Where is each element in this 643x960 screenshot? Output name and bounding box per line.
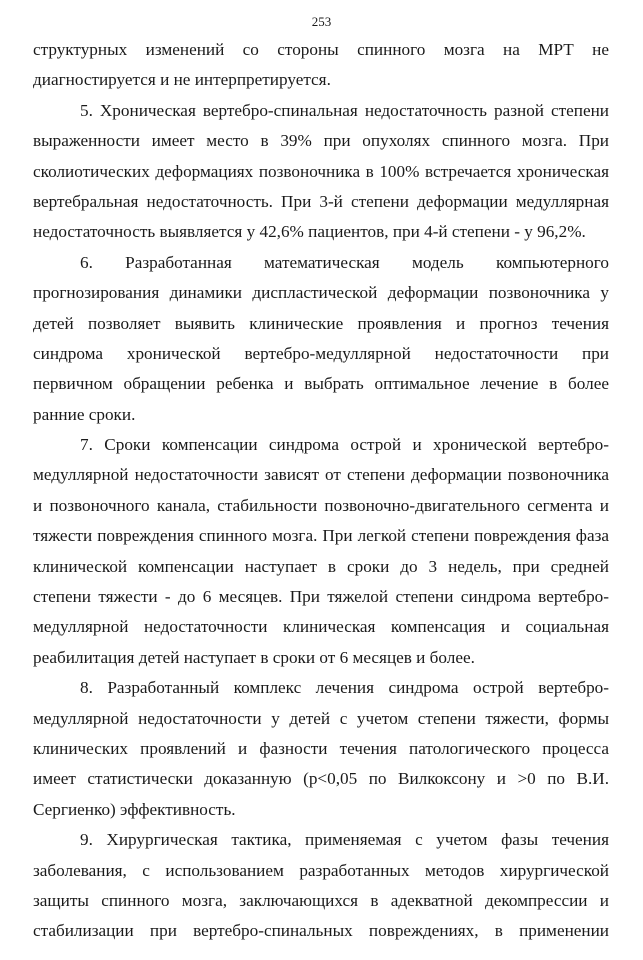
paragraph-item-6	[33, 248, 609, 430]
text-line: первичном обращении ребенка и выбрать оптимальное лечение в более	[33, 374, 609, 394]
text-line: медуллярной недостаточности зависят от степени деформации позвоночника	[33, 465, 609, 485]
text-line: 7. Сроки компенсации синдрома острой и хронической вертебро-	[80, 435, 609, 455]
document-body	[33, 35, 609, 947]
paragraph-item-8	[33, 673, 609, 825]
text-line: медуллярной недостаточности у детей с учетом степени тяжести, формы	[33, 708, 609, 728]
text-line: степени тяжести - до 6 месяцев. При тяжелой степени синдрома вертебро-	[33, 587, 609, 607]
page-number: 253	[311, 14, 332, 29]
paragraph-continuation	[33, 35, 609, 96]
text-line: структурных изменений со стороны спинного мозга на МРТ не	[33, 40, 609, 59]
text-line: 8. Разработанный комплекс лечения синдрома острой вертебро-	[80, 678, 609, 698]
text-line: защиты спинного мозга, заключающихся в адекватной декомпрессии и	[33, 890, 609, 910]
text-line: прогнозирования динамики диспластической деформации позвоночника у	[33, 283, 609, 303]
text-line: сколиотических деформациях позвоночника в 100% встречается хроническая	[33, 161, 609, 181]
text-line: стабилизации при вертебро-спинальных повреждениях, в применении	[33, 921, 609, 941]
text-line: Сергиенко) эффективность.	[33, 799, 236, 819]
text-line: тяжести повреждения спинного мозга. При легкой степени повреждения фаза	[33, 526, 609, 546]
paragraph-item-5	[33, 96, 609, 248]
text-line: недостаточность выявляется у 42,6% пациентов, при 4-й степени - у 96,2%.	[33, 222, 586, 242]
text-line: 9. Хирургическая тактика, применяемая с учетом фазы течения	[80, 830, 609, 850]
text-line: заболевания, с использованием разработанных методов хирургической	[33, 860, 609, 880]
text-line: ранние сроки.	[33, 404, 136, 424]
paragraph-item-7	[33, 430, 609, 673]
text-line: диагностируется и не интерпретируется.	[33, 70, 331, 90]
text-line: клинической компенсации наступает в сроки до 3 недель, при средней	[33, 556, 609, 576]
text-line: клинических проявлений и фазности течения патологического процесса	[33, 738, 609, 758]
text-line: синдрома хронической вертебро-медуллярной недостаточности при	[33, 343, 609, 363]
text-line: 5. Хроническая вертебро-спинальная недостаточность разной степени	[80, 100, 609, 120]
text-line: выраженности имеет место в 39% при опухолях спинного мозга. При	[33, 131, 609, 151]
text-line: медуллярной недостаточности клиническая компенсация и социальная	[33, 617, 609, 637]
text-line: и позвоночного канала, стабильности позвоночно-двигательного сегмента и	[33, 495, 609, 515]
text-line: реабилитация детей наступает в сроки от 6 месяцев и более.	[33, 647, 475, 667]
text-line: 6. Разработанная математическая модель компьютерного	[80, 252, 609, 272]
text-line: имеет статистически доказанную (p<0,05 по Вилкоксону и >0 по В.И.	[33, 769, 609, 789]
text-line: вертебральная недостаточность. При 3-й степени деформации медуллярная	[33, 191, 609, 211]
paragraph-item-9	[33, 825, 609, 947]
text-line: детей позволяет выявить клинические проявления и прогноз течения	[33, 313, 609, 333]
